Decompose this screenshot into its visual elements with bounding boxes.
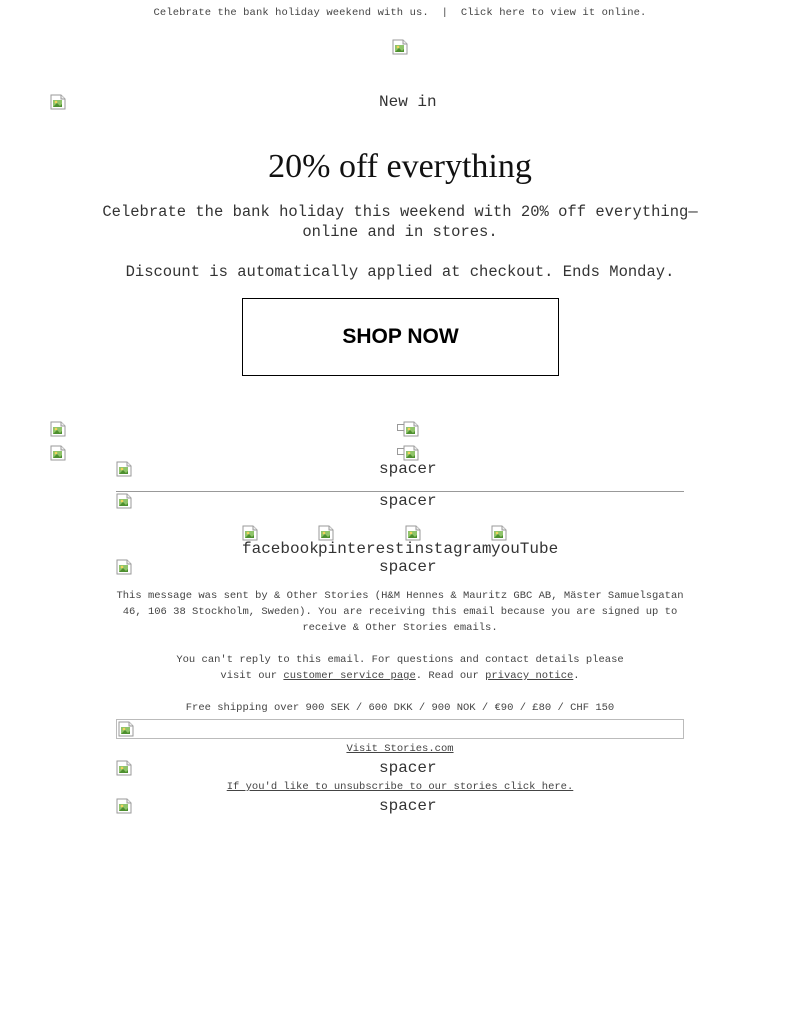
product-image[interactable]	[397, 445, 419, 461]
promo-headline: 20% off everything	[268, 148, 532, 185]
youtube-icon[interactable]	[491, 525, 507, 541]
hero-image[interactable]	[50, 94, 66, 110]
read-our-text: . Read our	[415, 670, 479, 682]
footer-sender-text: This message was sent by & Other Stories (H&M Hennes & Mauritz GBC AB, Mäster Samuelsgatan 46, 106 38 Stockholm, Sweden). You are receiving this email because you are signed up to receive & Other Stories emails.	[116, 590, 684, 634]
pinterest-link[interactable]: pinterest	[318, 540, 405, 558]
spacer-alt: spacer	[379, 492, 437, 510]
hero-image-alt: New in	[379, 93, 437, 111]
product-image[interactable]	[397, 421, 419, 437]
shipping-info: Free shipping over 900 SEK / 600 DKK / 900 NOK / €90 / £80 / CHF 150	[185, 702, 615, 714]
facebook-link[interactable]: facebook	[242, 540, 319, 558]
youtube-link[interactable]: youTube	[491, 540, 559, 558]
spacer-image	[116, 493, 132, 509]
instagram-icon[interactable]	[405, 525, 421, 541]
promo-discount-note: Discount is automatically applied at checkout. Ends Monday.	[125, 263, 675, 281]
product-image[interactable]	[50, 445, 66, 461]
preheader-bar	[0, 7, 800, 19]
reply-period: .	[573, 670, 580, 682]
brand-logo-image[interactable]	[392, 39, 408, 55]
footer-banner-image[interactable]	[116, 719, 684, 739]
spacer-alt: spacer	[379, 759, 437, 777]
spacer-image	[116, 461, 132, 477]
spacer-alt: spacer	[379, 797, 437, 815]
reply-prefix: You can't reply to this email. For questions and contact details please visit our	[176, 654, 624, 682]
instagram-link[interactable]: instagram	[405, 540, 492, 558]
visit-stories-container	[0, 741, 800, 757]
unsubscribe-link[interactable]: If you'd like to unsubscribe to our stories click here.	[226, 781, 574, 793]
visit-stories-link[interactable]: Visit Stories.com	[346, 743, 454, 755]
product-image[interactable]	[50, 421, 66, 437]
spacer-alt: spacer	[379, 460, 437, 478]
promo-lead-text: Celebrate the bank holiday this weekend with 20% off everything—online and in stores.	[102, 203, 698, 241]
shop-now-button[interactable]: SHOP NOW	[242, 298, 559, 376]
spacer-image	[116, 798, 132, 814]
spacer-image	[116, 559, 132, 575]
privacy-notice-link[interactable]: privacy notice	[485, 670, 574, 682]
preheader-text: Celebrate the bank holiday weekend with us.	[153, 7, 429, 19]
customer-service-link[interactable]: customer service page	[283, 670, 416, 682]
pinterest-icon[interactable]	[318, 525, 334, 541]
view-online-link[interactable]: Click here to view it online.	[460, 7, 647, 19]
footer-reply-text	[170, 652, 630, 684]
spacer-image	[116, 760, 132, 776]
unsubscribe-container	[0, 779, 800, 795]
banner-broken-icon	[118, 721, 134, 737]
facebook-icon[interactable]	[242, 525, 258, 541]
spacer-alt: spacer	[379, 558, 437, 576]
preheader-separator: |	[441, 7, 448, 19]
